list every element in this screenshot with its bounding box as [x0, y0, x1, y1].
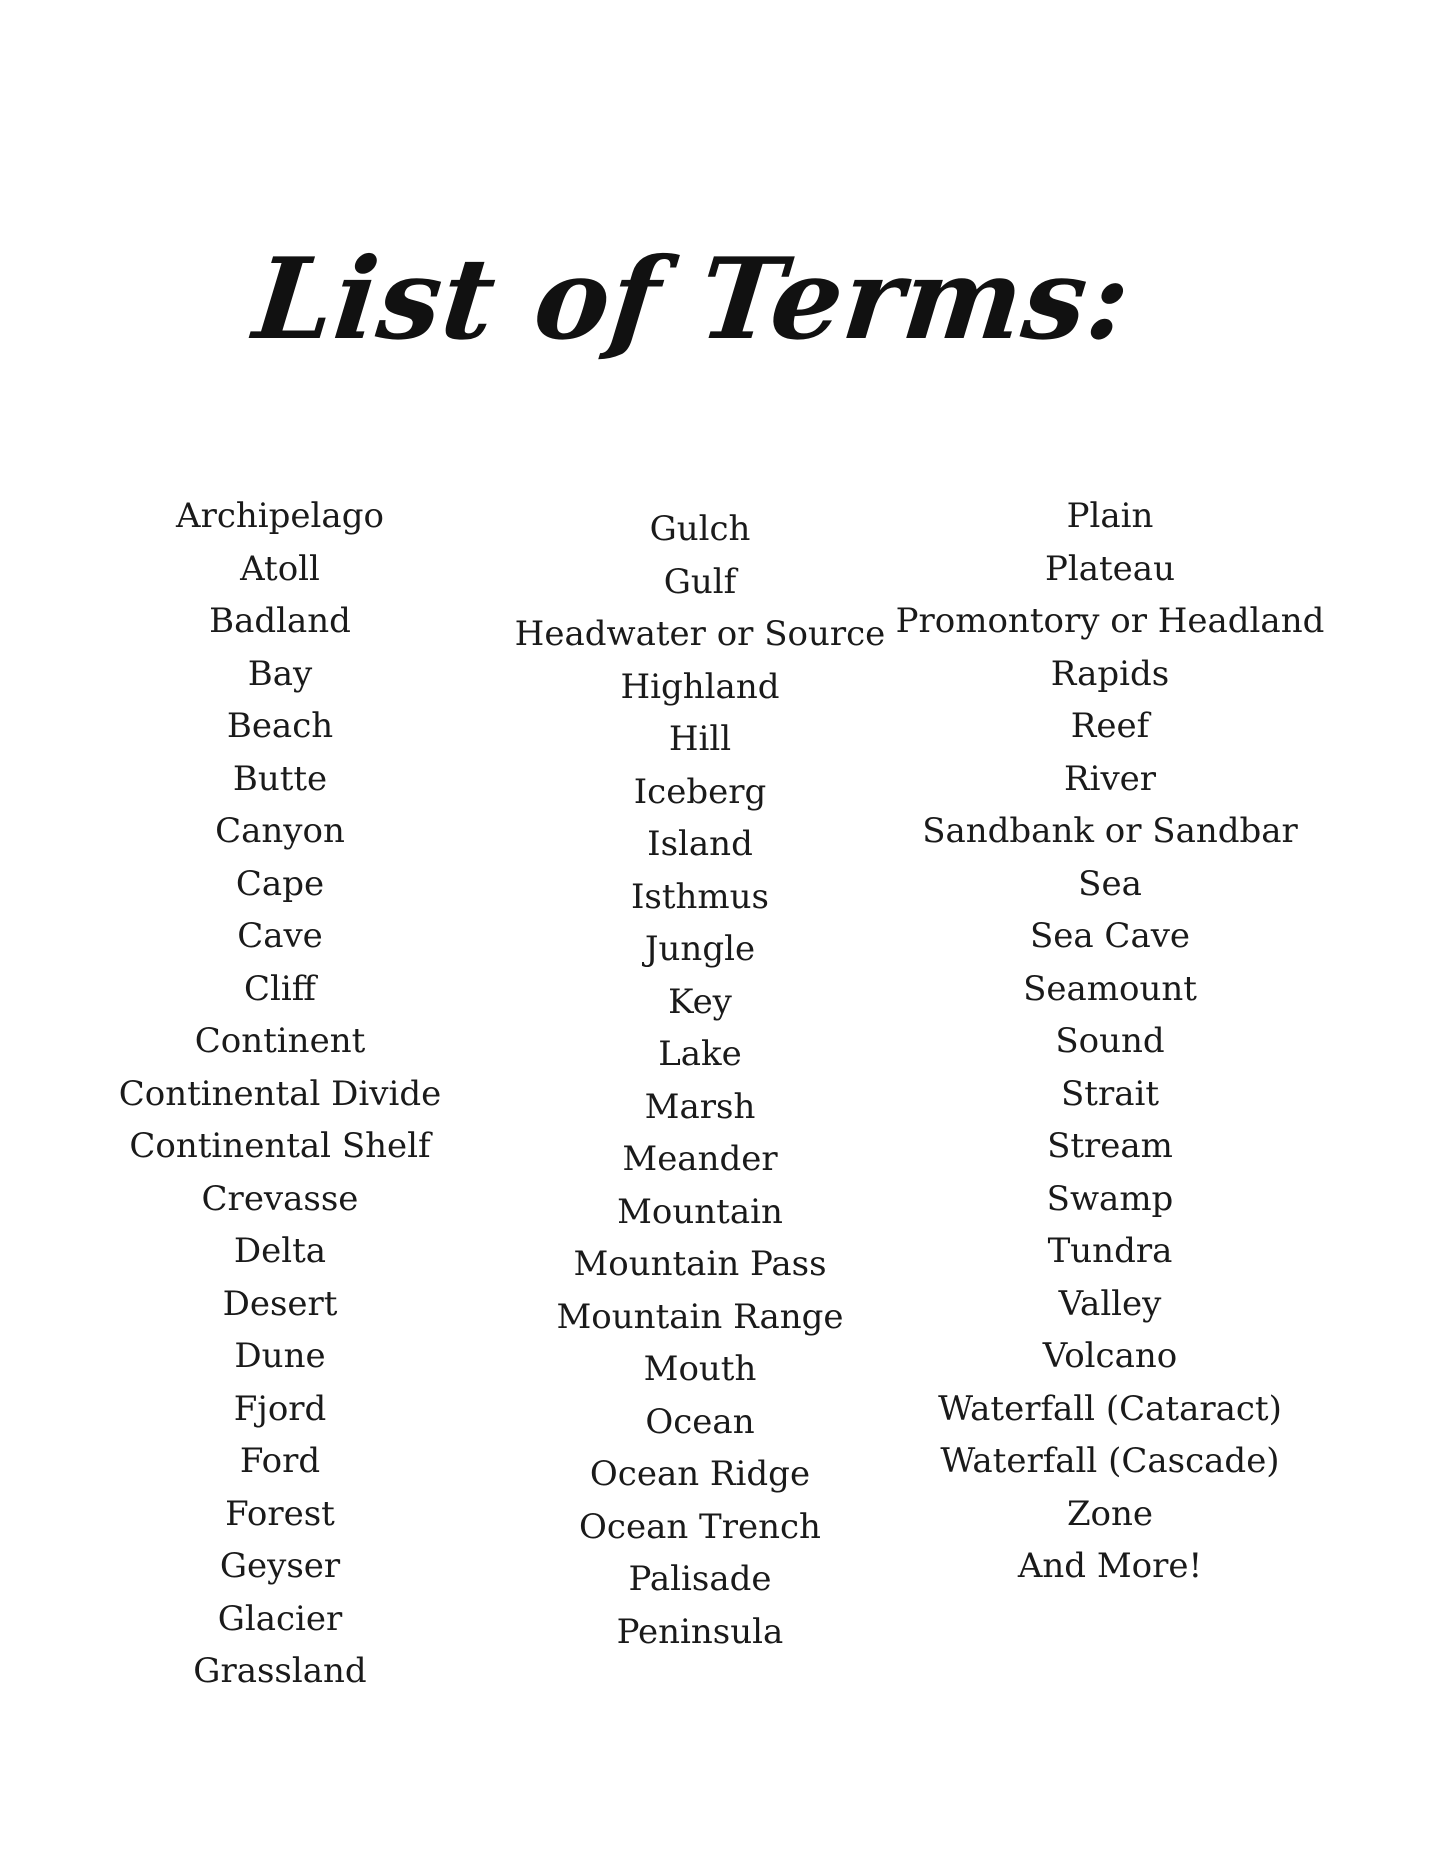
list-item: Stream	[1047, 1126, 1173, 1166]
list-item: Headwater or Source	[514, 614, 886, 654]
list-item: Bay	[247, 653, 313, 694]
list-item: Seamount	[1023, 968, 1197, 1009]
list-item: Cape	[235, 863, 325, 904]
list-item: Waterfall (Cataract)	[938, 1388, 1282, 1429]
list-item: Plateau	[1045, 548, 1175, 589]
list-item: Cliff	[244, 968, 316, 1009]
page-title: List of Terms:	[248, 234, 1137, 366]
list-item: Mountain Pass	[573, 1244, 827, 1284]
list-item: Sound	[1055, 1021, 1165, 1061]
list-item: Crevasse	[201, 1178, 359, 1219]
list-item: Mountain Range	[556, 1296, 844, 1337]
list-item: Archipelago	[176, 496, 384, 536]
list-item: Beach	[226, 706, 334, 746]
list-item: Gulch	[649, 509, 751, 549]
list-item: Palisade	[628, 1559, 772, 1599]
list-item: Desert	[222, 1283, 338, 1324]
list-item: Key	[668, 981, 732, 1022]
list-item: Continent	[194, 1021, 366, 1061]
list-item: Highland	[620, 666, 780, 707]
list-item: Continental Divide	[118, 1073, 442, 1114]
list-item: Waterfall (Cascade)	[940, 1441, 1280, 1481]
list-item: Badland	[209, 601, 351, 641]
list-item: Promontory or Headland	[895, 601, 1325, 641]
list-item: Forest	[225, 1493, 335, 1534]
list-item: Sea Cave	[1029, 916, 1191, 956]
list-item: Jungle	[644, 929, 756, 969]
terms-column-1	[80, 490, 480, 1698]
list-item: Geyser	[219, 1546, 341, 1586]
list-item: And More!	[1017, 1546, 1203, 1586]
list-item: Ocean	[645, 1401, 755, 1442]
list-item: Hill	[668, 719, 732, 759]
list-item: Volcano	[1042, 1336, 1178, 1376]
list-item: Iceberg	[633, 771, 767, 812]
list-item: Tundra	[1047, 1231, 1173, 1271]
list-item: Island	[647, 824, 753, 864]
list-item: Canyon	[215, 811, 345, 851]
list-item: Mountain	[617, 1191, 783, 1232]
list-item: Grassland	[193, 1651, 367, 1691]
list-item: Glacier	[217, 1598, 343, 1639]
list-item: Isthmus	[630, 876, 770, 917]
list-item: River	[1063, 758, 1157, 799]
list-item: Strait	[1060, 1073, 1159, 1114]
list-item: Zone	[1066, 1493, 1154, 1534]
list-item: Dune	[234, 1336, 326, 1376]
list-item: Ocean Trench	[579, 1506, 821, 1547]
terms-column-3	[895, 490, 1325, 1593]
list-item: Peninsula	[616, 1611, 784, 1652]
list-item: Valley	[1058, 1283, 1162, 1324]
list-item: Lake	[658, 1034, 742, 1074]
list-item: Marsh	[644, 1086, 756, 1127]
list-item: Fjord	[233, 1388, 327, 1429]
list-item: Plain	[1066, 496, 1154, 536]
list-item: Ford	[239, 1441, 321, 1481]
list-item: Meander	[622, 1139, 778, 1179]
list-item: Swamp	[1046, 1178, 1174, 1219]
list-item: Cave	[237, 916, 323, 956]
list-item: Gulf	[663, 561, 737, 602]
list-item: Ocean Ridge	[589, 1454, 811, 1494]
terms-column-2	[500, 503, 900, 1658]
list-item: Rapids	[1050, 653, 1170, 694]
list-item: Delta	[233, 1231, 327, 1271]
list-item: Sea	[1078, 863, 1142, 904]
list-item: Butte	[232, 758, 328, 799]
list-item: Atoll	[240, 548, 320, 589]
list-item: Sandbank or Sandbar	[922, 811, 1298, 851]
list-item: Mouth	[643, 1349, 757, 1389]
list-item: Continental Shelf	[129, 1126, 431, 1166]
list-item: Reef	[1070, 706, 1150, 746]
